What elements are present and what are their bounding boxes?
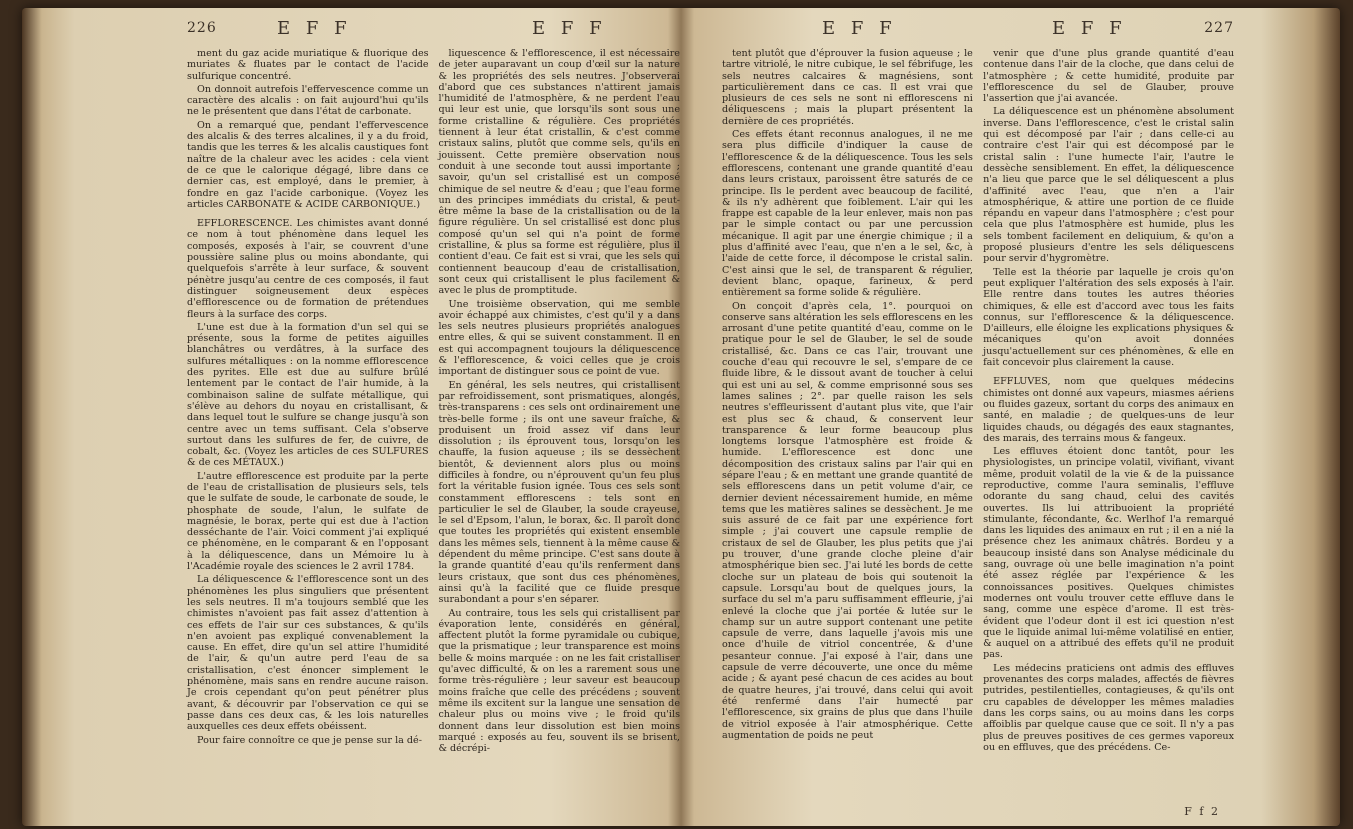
header-right: E F F — [1052, 18, 1127, 39]
right-page-column-1 — [722, 48, 973, 820]
entry-effluves: EFFLUVES, nom que quelques médecins chimistes ont donné aux vapeurs, miasmes aériens ou fluides gazeux, sortant du corps des animaux en santé, en maladie ; de quelques-uns de leur liquides chauds, ou dégagés des eaux stagnantes, des marais, des terrains mous & fangeux. — [983, 376, 1234, 444]
left-page-column-2 — [438, 48, 680, 820]
signature-mark: F f 2 — [1184, 805, 1220, 818]
paragraph: Les effluves étoient donc tantôt, pour les physiologistes, un principe volatil, vivifiant, vivant même, produit volatil de la vie & de la puissance reproductive, comme l'aura seminalis, l'effluve odorante du sang chaud, celui des cavités ouvertes. Ils lui attribuoient la propriété stimulante, fécondante, &c. Werlhof l'a remarqué dans les liquides des animaux en rut ; il en a nié la présence chez les animaux châtrés. Bordeu y a beaucoup insisté dans son Analyse médicinale du sang, ouvrage où une belle imagination n'a point été assez réglée par l'expérience & les connoissances positives. Quelques chimistes modernes ont voulu trouver cette effluve dans le sang, comme une espèce d'arome. Il est très-évident que l'odeur dont il est ici question n'est que le liquide animal lui-même volatilisé en entier, & auquel on a attribué des effets qu'il ne produit pas. — [983, 446, 1234, 661]
paragraph: On donnoit autrefois l'effervescence comme un caractère des alcalis : on fait aujourd'hui qu'ils ne le présentent que dans l'état de carbonate. — [187, 83, 429, 118]
paragraph: liquescence & l'efflorescence, il est nécessaire de jeter auparavant un coup d'œil sur la nature & les propriétés des sels neutres. J'observerai d'abord que ces substances n'attirent jamais l'humidité de l'atmosphère, & ne perdent l'eau qui leur est unie, que lorsqu'ils sont sous une forme cristalline & régulière. Ces propriétés tiennent à leur état cristallin, & c'est comme cristaux salins, plutôt que comme sels, qu'ils en jouissent. Cette première observation nous conduit à une seconde tout aussi importante ; savoir, qu'un sel cristallisé est un composé chimique de sel neutre & d'eau ; que l'eau forme un des principes immédiats du cristal, & peut-être même la base de la cristallisation ou de la figure régulière. Un sel cristallisé est donc plus composé qu'un sel qui n'a point de forme cristalline, & plus sa forme est régulière, plus il contient d'eau. Ce fait est si vrai, que les sels qui contiennent beaucoup d'eau de cristallisation, sont ceux qui cristallisent le plus facilement & avec le plus de promptitude. — [438, 48, 680, 297]
right-page-column-2 — [983, 48, 1234, 820]
right-page — [722, 18, 1234, 820]
left-page — [187, 18, 680, 820]
paragraph: L'autre efflorescence est produite par la perte de l'eau de cristallisation de plusieurs sels, tels que le sulfate de soude, le carbonate de soude, le phosphate de soude, l'alun, le sulfate de magnésie, le borax, perte qui est due à l'action desséchante de l'air. Voici comment j'ai expliqué ce phénomène, en le comparant & en l'opposant à la déliquescence, dans un Mémoire lu à l'Académie royale des sciences le 2 avril 1784. — [187, 470, 429, 573]
left-page-column-1 — [187, 48, 429, 820]
paragraph: Les médecins praticiens ont admis des effluves provenantes des corps malades, affectés de fièvres putrides, pestilentielles, contagieuses, & qu'ils ont cru capables de développer les mêmes maladies dans les corps sains, ou au moins dans les corps affoiblis par quelque cause que ce soit. Il n'y a pas plus de preuves positives de ces germes vaporeux ou en effluves, que des précédens. Ce- — [983, 662, 1234, 753]
open-book — [22, 8, 1340, 826]
paragraph: Telle est la théorie par laquelle je crois qu'on peut expliquer l'altération des sels exposés à l'air. Elle rentre dans toutes les autres théories chimiques, & elle est d'accord avec tous les faits connus, sur l'efflorescence & la déliquescence. D'ailleurs, elle éloigne les explications physiques & mécaniques qu'on avoit données jusqu'actuellement sur ces phénomènes, & elle en fait concevoir plus clairement la cause. — [983, 266, 1234, 369]
paragraph: Ces effets étant reconnus analogues, il ne me sera plus difficile d'indiquer la cause de l'efflorescence & de la déliquescence. Tous les sels efflorescens, contenant une grande quantité d'eau dans leurs cristaux, paroissent être saturés de ce principe. Ils le perdent avec beaucoup de facilité, & ils n'y adhèrent que foiblement. L'air qui les frappe est capable de la leur enlever, mais non pas par le simple contact ou par une percussion mécanique. Il agit par une énergie chimique ; il a plus d'affinité avec l'eau, que n'en a le sel, &c, à l'aide de cette force, il décompose le cristal salin. C'est ainsi que le sel, de transparent & régulier, devient blanc, opaque, farineux, & perd entièrement sa forme solide & régulière. — [722, 129, 973, 299]
paragraph: On conçoit d'après cela, 1°. pourquoi on conserve sans altération les sels efflorescens en les arrosant d'une petite quantité d'eau, comme on le pratique pour le sel de Glauber, le sel de soude cristallisé, &c. Dans ce cas l'air, trouvant une couche d'eau qui recouvre le sel, s'empare de ce fluide libre, & le dissout avant de toucher à celui qui est uni au sel, & comme emprisonné sous ses lames salines ; 2°. par quelle raison les sels neutres s'effleurissent d'autant plus vite, que l'air est plus sec & chaud, & conservent leur transparence & leur forme beaucoup plus longtems lorsque l'atmosphère est froide & humide. L'efflorescence est donc une décomposition des cristaux salins par l'air qui en sépare l'eau ; & en mettant une grande quantité de sels efflorescens dans un petit volume d'air, ce dernier devient nécessairement humide, en même tems que les matières salines se dessèchent. Je me suis assuré de ce fait par une expérience fort simple ; j'ai couvert une capsule remplie de cristaux de sel de Glauber, les plus petits que j'ai pu trouver, d'une grande cloche pleine d'air atmosphérique bien sec. J'ai luté les bords de cette cloche sur un plateau de bois qui soutenoit la capsule. Lorsqu'au bout de quelques jours, la surface du sel m'a paru suffisamment effleurie, j'ai enlevé la cloche que j'ai portée & lutée sur le champ sur un autre support contenant une petite capsule de verre, dans laquelle j'avois mis une once d'huile de vitriol concentrée, & d'une pesanteur connue. J'ai exposé à l'air, dans une capsule de verre découverte, une once du même acide ; & ayant pesé chacun de ces acides au bout de quatre heures, j'ai trouvé, dans celui qui avoit été renfermé dans l'air humecté par l'efflorescence, six grains de plus que dans l'huile de vitriol exposée à l'air atmosphérique. Cette augmentation de poids ne peut — [722, 300, 973, 741]
header-right: E F F — [532, 18, 607, 39]
paragraph: venir que d'une plus grande quantité d'eau contenue dans l'air de la cloche, que dans celui de l'atmosphère ; & cette humidité, produite par l'efflorescence du sel de Glauber, prouve l'assertion que j'ai avancée. — [983, 48, 1234, 105]
page-number: 226 — [187, 20, 217, 36]
paragraph: On a remarqué que, pendant l'effervescence des alcalis & des terres alcalines, il y a du froid, tandis que les terres & les alcalis caustiques font naître de la chaleur avec les acides : cela vient de ce que le calorique dégagé, libre dans ce dernier cas, est employé, dans le premier, à fondre en gaz l'acide carbonique. (Voyez les articles CARBONATE & ACIDE CARBONIQUE.) — [187, 119, 429, 210]
paragraph: L'une est due à la formation d'un sel qui se présente, sous la forme de petites aiguilles blanchâtres ou verdâtres, à la surface des sulfures métalliques : on la nomme efflorescence des pyrites. Elle est due au sulfure brûlé lentement par le contact de l'air humide, à la combinaison saline de sulfate métallique, qui s'élève au dehors du noyau en cristallisant, & dans lequel tout le sulfure se change jusqu'à son centre avec un tems suffisant. Cela s'observe surtout dans les sulfures de fer, de cuivre, de cobalt, &c. (Voyez les articles de ces SULFURES & de ces MÉTAUX.) — [187, 321, 429, 469]
paragraph: tent plutôt que d'éprouver la fusion aqueuse ; le tartre vitriolé, le nitre cubique, le sel fébrifuge, les sels neutres calcaires & magnésiens, sont particulièrement dans ce cas. Il est vrai que plusieurs de ces sels ne sont ni efflorescens ni déliquescens ; mais la plupart présentent la dernière de ces propriétés. — [722, 48, 973, 127]
paragraph: Une troisième observation, qui me semble avoir échappé aux chimistes, c'est qu'il y a dans les sels neutres plusieurs propriétés analogues entre elles, & qui se suivent constamment. Il en est qui accompagnent toujours la déliquescence & l'efflorescence, & voici celles que je crois important de distinguer sous ce point de vue. — [438, 298, 680, 378]
paragraph: Au contraire, tous les sels qui cristallisent par évaporation lente, considérés en général, affectent plutôt la forme pyramidale ou cubique, que la prismatique ; leur transparence est moins belle & moins marquée : on ne les fait cristalliser qu'avec difficulté, & on les a rarement sous une forme très-régulière ; leur saveur est beaucoup moins fraîche que celle des précédens ; souvent même ils excitent sur la langue une sensation de chaleur plus ou moins vive ; le froid qu'ils donnent dans leur dissolution est bien moins marqué : exposés au feu, souvent ils se brisent, & décrépi- — [438, 607, 680, 755]
paragraph: La déliquescence & l'efflorescence sont un des phénomènes les plus singuliers que présentent les sels neutres. Il m'a toujours semblé que les chimistes n'avoient pas fait assez d'attention à ces effets de l'air sur ces substances, & qu'ils n'en avoient pas expliqué convenablement la cause. En effet, dire qu'un sel attire l'humidité de l'air, & qu'un autre perd l'eau de sa cristallisation, c'est énoncer simplement le phénomène, mais sans en rendre aucune raison. Je crois cependant qu'on peut pénétrer plus avant, & découvrir par l'observation ce qui se passe dans ces deux cas, & les lois naturelles auxquelles ces deux effets obéissent. — [187, 574, 429, 733]
paragraph: La déliquescence est un phénomène absolument inverse. Dans l'efflorescence, c'est le cristal salin qui est décomposé par l'air ; dans celle-ci au contraire c'est l'air qui est décomposé par le cristal salin : l'une humecte l'air, l'autre le dessèche sensiblement. En effet, la déliquescence n'a lieu que parce que le sel déliquescent a plus d'affinité avec l'eau, que n'en a l'air atmosphérique, & attire une portion de ce fluide répandu en vapeur dans l'atmosphère ; c'est pour cela que plus l'atmosphère est humide, plus les sels tombent facilement en deliquium, & qu'on a proposé plusieurs d'entre les sels déliquescens pour servir d'hygromètre. — [983, 106, 1234, 265]
left-running-head — [187, 18, 680, 40]
page-number: 227 — [1204, 20, 1234, 36]
right-running-head — [722, 18, 1234, 40]
paragraph: En général, les sels neutres, qui cristallisent par refroidissement, sont prismatiques, alongés, très-transparens : ces sels ont ordinairement une très-belle forme ; ils ont une saveur fraîche, & produisent un froid assez vif dans leur dissolution ; ils éprouvent tous, lorsqu'on les chauffe, la fusion aqueuse ; ils se dessèchent bientôt, & deviennent alors plus ou moins difficiles à fondre, ou n'éprouvent qu'un feu plus fort la véritable fusion ignée. Tous ces sels sont constamment efflorescens : tels sont en particulier le sel de Glauber, la soude crayeuse, le sel d'Epsom, l'alun, le borax, &c. Il paroît donc que toutes les propriétés qui existent ensemble dans les mêmes sels, tiennent à la même cause & dépendent du même principe. C'est sans doute à la grande quantité d'eau qu'ils renferment dans leurs cristaux, que sont dus ces phénomènes, ainsi qu'à la facilité que ce fluide presque surabondant a pour s'en séparer. — [438, 379, 680, 606]
paragraph: Pour faire connoître ce que je pense sur la dé- — [197, 734, 422, 746]
header-left: E F F — [822, 18, 897, 39]
entry-efflorescence: EFFLORESCENCE. Les chimistes avant donné ce nom à tout phénomène dans lequel les composés, exposés à l'air, se couvrent d'une poussière saline plus ou moins abondante, qui quelquefois s'arrête à leur surface, & souvent pénètre jusqu'au centre de ces composés, il faut distinguer soigneusement deux espèces d'efflorescence ou de formation de prétendues fleurs à la surface des corps. — [187, 218, 429, 320]
header-left: E F F — [277, 18, 352, 39]
paragraph: ment du gaz acide muriatique & fluorique des muriates & fluates par le contact de l'acide sulfurique concentré. — [187, 48, 429, 82]
